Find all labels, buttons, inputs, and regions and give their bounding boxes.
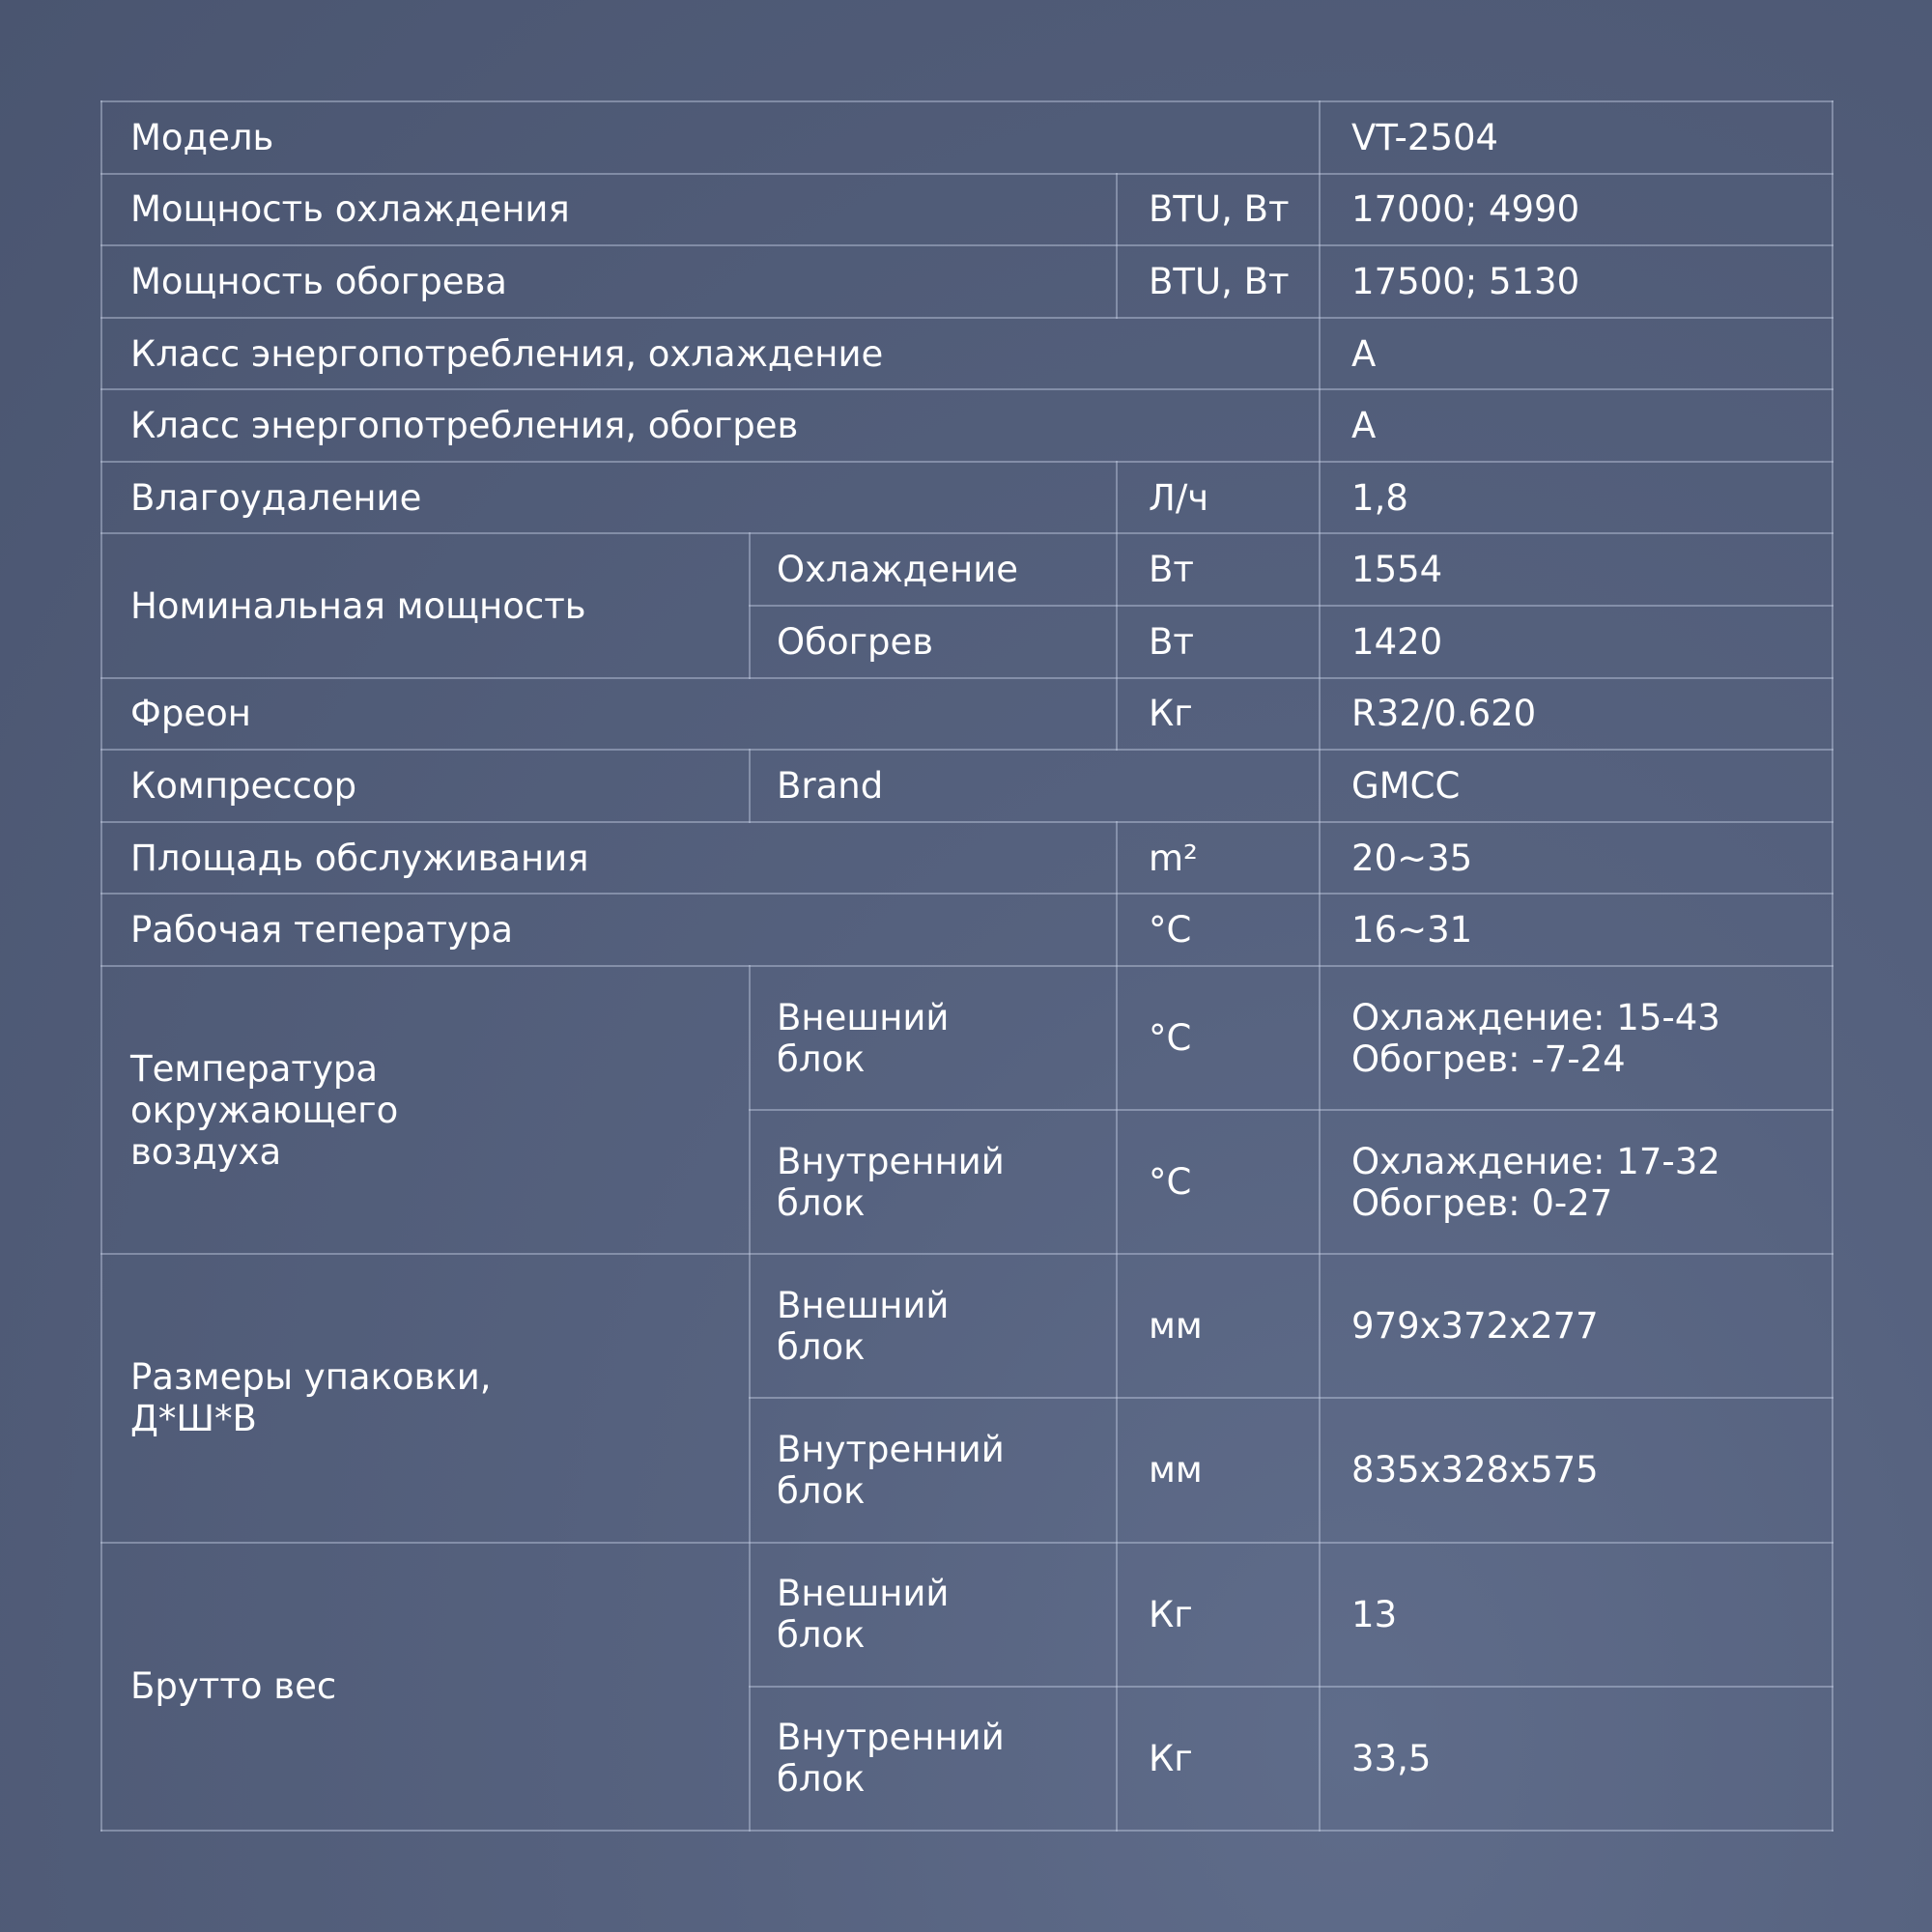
param-unit: m² <box>1117 822 1320 895</box>
table-row <box>101 750 1833 822</box>
param-value: 33,5 <box>1320 1687 1833 1831</box>
table-row <box>101 966 1833 1110</box>
param-value: 835x328x575 <box>1320 1398 1833 1542</box>
param-label: Рабочая тепература <box>101 894 1117 966</box>
param-value: 17500; 5130 <box>1320 245 1833 318</box>
param-value: 1420 <box>1320 606 1833 678</box>
param-sublabel: Внешний блок <box>750 1254 1117 1398</box>
param-sublabel: Обогрев <box>750 606 1117 678</box>
table-row <box>101 318 1833 390</box>
table-row <box>101 822 1833 895</box>
table-row <box>101 174 1833 246</box>
table-row <box>101 678 1833 751</box>
param-unit: BTU, Вт <box>1117 245 1320 318</box>
param-sublabel: Внешний блок <box>750 1543 1117 1687</box>
param-unit: °C <box>1117 1110 1320 1254</box>
param-label: Мощность обогрева <box>101 245 1117 318</box>
param-value: VT-2504 <box>1320 101 1833 174</box>
param-sublabel: Внутренний блок <box>750 1687 1117 1831</box>
param-value: GMCC <box>1320 750 1833 822</box>
table-row <box>101 101 1833 174</box>
param-unit: Вт <box>1117 533 1320 606</box>
param-sublabel: Внутренний блок <box>750 1110 1117 1254</box>
param-unit: °C <box>1117 966 1320 1110</box>
param-unit: Вт <box>1117 606 1320 678</box>
param-label: Модель <box>101 101 1320 174</box>
param-value: 17000; 4990 <box>1320 174 1833 246</box>
param-unit: мм <box>1117 1398 1320 1542</box>
param-sublabel: Охлаждение <box>750 533 1117 606</box>
param-value: Охлаждение: 15-43 Обогрев: -7-24 <box>1320 966 1833 1110</box>
param-value: 20~35 <box>1320 822 1833 895</box>
param-label: Компрессор <box>101 750 750 822</box>
param-label: Класс энергопотребления, охлаждение <box>101 318 1320 390</box>
param-label: Фреон <box>101 678 1117 751</box>
param-label: Брутто вес <box>101 1543 750 1831</box>
table-row <box>101 1543 1833 1687</box>
param-sublabel: Внешний блок <box>750 966 1117 1110</box>
param-value: 1,8 <box>1320 462 1833 534</box>
param-sublabel: Внутренний блок <box>750 1398 1117 1542</box>
param-value: A <box>1320 318 1833 390</box>
param-unit: мм <box>1117 1254 1320 1398</box>
spec-table <box>100 100 1833 1832</box>
param-label: Площадь обслуживания <box>101 822 1117 895</box>
table-row <box>101 245 1833 318</box>
param-sublabel: Brand <box>750 750 1320 822</box>
param-label: Класс энергопотребления, обогрев <box>101 389 1320 462</box>
param-value: Охлаждение: 17-32 Обогрев: 0-27 <box>1320 1110 1833 1254</box>
param-unit: Л/ч <box>1117 462 1320 534</box>
param-unit: Кг <box>1117 1543 1320 1687</box>
param-value: A <box>1320 389 1833 462</box>
param-unit: Кг <box>1117 678 1320 751</box>
table-row <box>101 389 1833 462</box>
param-value: R32/0.620 <box>1320 678 1833 751</box>
param-label: Влагоудаление <box>101 462 1117 534</box>
param-value: 16~31 <box>1320 894 1833 966</box>
param-unit: °C <box>1117 894 1320 966</box>
param-label: Номинальная мощность <box>101 533 750 677</box>
param-unit: Кг <box>1117 1687 1320 1831</box>
param-label: Температура окружающего воздуха <box>101 966 750 1254</box>
param-label: Размеры упаковки, Д*Ш*В <box>101 1254 750 1542</box>
table-row <box>101 462 1833 534</box>
table-row <box>101 1254 1833 1398</box>
param-value: 979x372x277 <box>1320 1254 1833 1398</box>
param-value: 1554 <box>1320 533 1833 606</box>
table-row <box>101 894 1833 966</box>
param-label: Мощность охлаждения <box>101 174 1117 246</box>
param-unit: BTU, Вт <box>1117 174 1320 246</box>
param-value: 13 <box>1320 1543 1833 1687</box>
table-row <box>101 533 1833 606</box>
